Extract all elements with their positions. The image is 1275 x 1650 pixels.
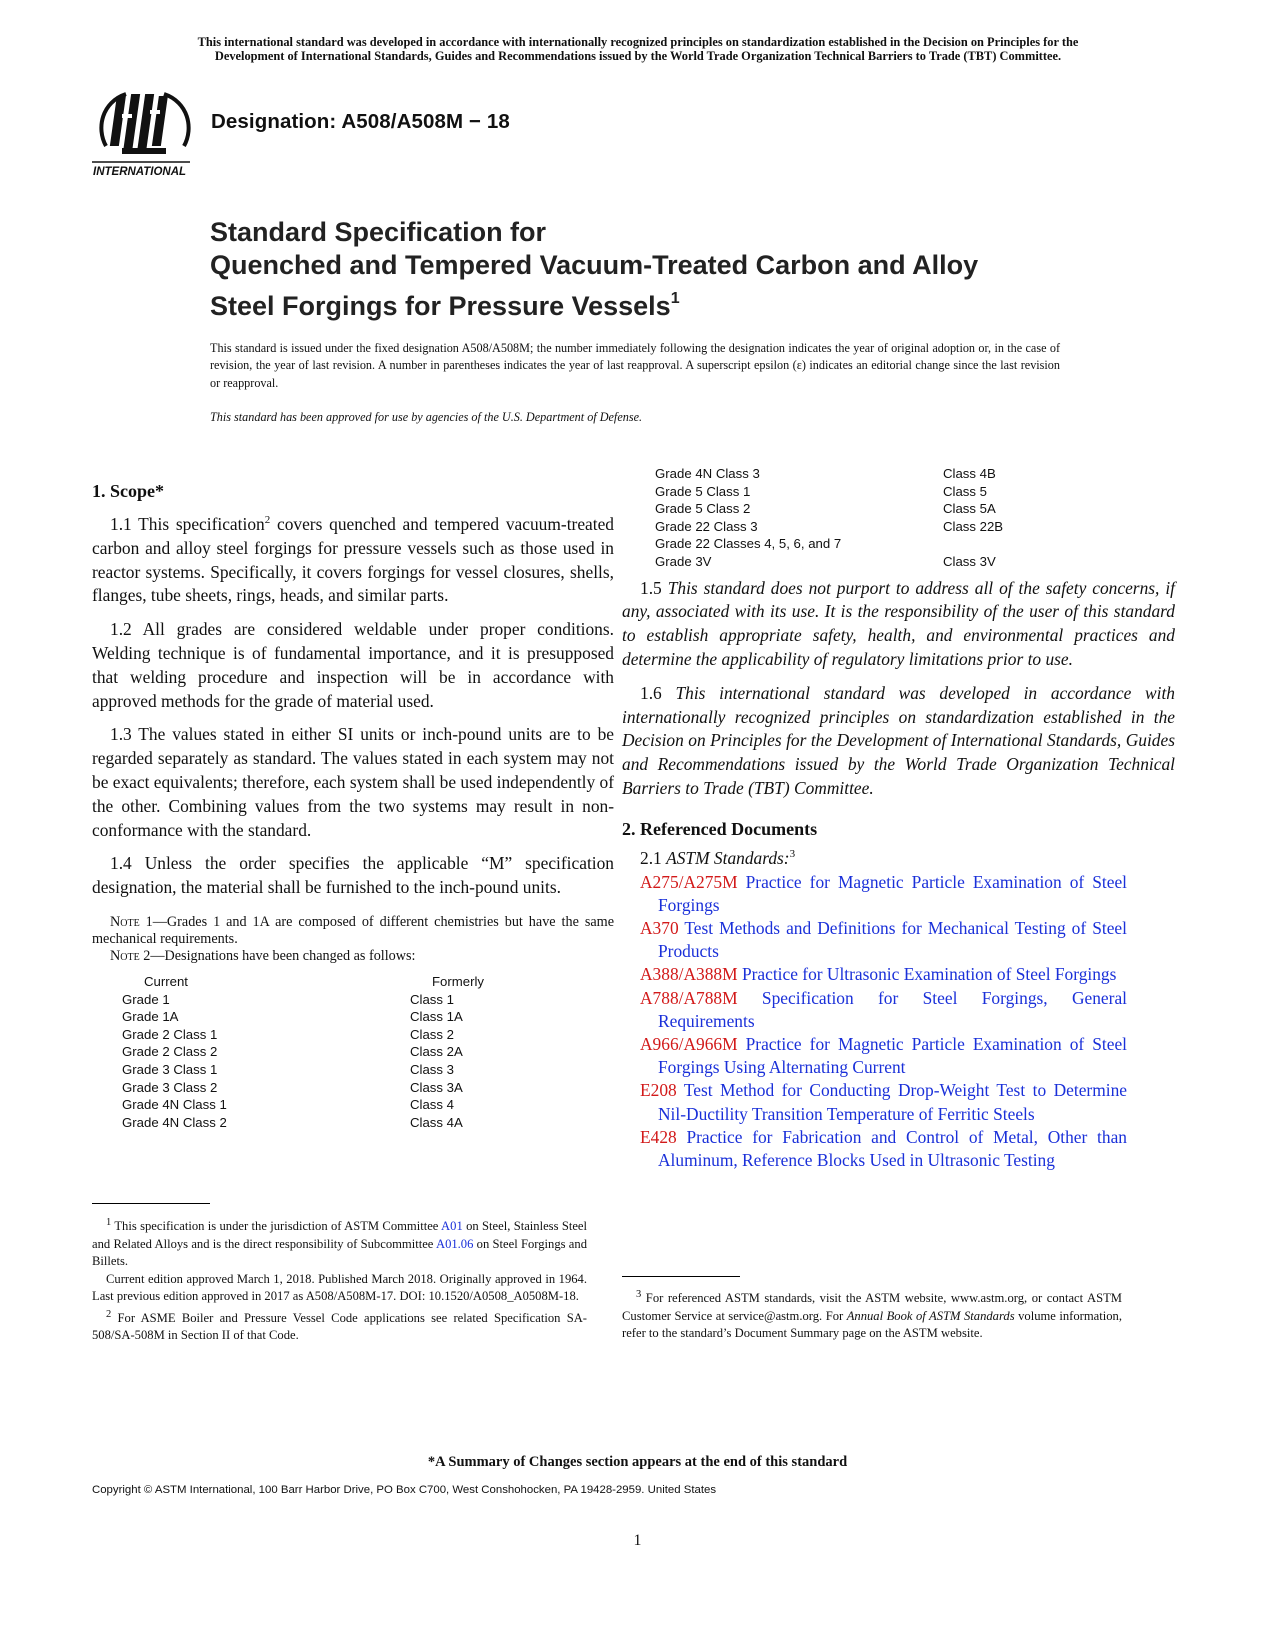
right-column — [622, 466, 1176, 1172]
footnote-divider-right — [622, 1276, 740, 1277]
title-line-1: Standard Specification for — [210, 217, 547, 247]
table-row — [122, 1008, 614, 1026]
paragraph-1-2: 1.2 All grades are considered weldable under proper conditions. Welding technique is of fundamental importance, and it is presupposed that welding procedure and inspection will be in accordance with approved methods for the grade of material used. — [92, 619, 614, 711]
title-line-3-text: Steel Forgings for Pressure Vessels — [210, 291, 671, 321]
note-1-text: 1—Grades 1 and 1A are composed of different chemistries but have the same mechanical requirements. — [92, 913, 614, 947]
table-cell-formerly: Class 2 — [410, 1026, 454, 1042]
table-cell-formerly: Class 5 — [943, 483, 987, 499]
paragraph-1-1 — [92, 513, 614, 608]
table-row — [655, 518, 1175, 536]
table-row — [655, 535, 1175, 553]
reference-item — [640, 987, 1127, 1033]
table-row — [122, 991, 614, 1009]
note-1 — [92, 914, 614, 948]
table-cell-current: Grade 5 Class 1 — [655, 483, 751, 499]
reference-code-link[interactable]: A966/A966M — [640, 1033, 738, 1054]
reference-item — [640, 1126, 1127, 1172]
document-title — [210, 216, 978, 323]
footnote-1-edition: Current edition approved March 1, 2018. Published March 2018. Originally approved in 1964. Last previous edition approved in 2017 as A508/A508M-17. DOI: 10.1520/A0508_A0508M-18. — [92, 1271, 587, 1304]
note-2 — [92, 948, 614, 965]
table-row — [655, 500, 1175, 518]
p1-text-b: covers quenched and tempered vacuum-treated carbon and alloy steel forgings for pressure vessels such as those used in reactor systems. Specifically, it covers forgings for vessel closures, shells, flanges, tube sheets, rings, heads, and similar parts. — [92, 514, 614, 606]
left-footnotes — [92, 1214, 587, 1345]
table-cell-current: Grade 2 Class 2 — [122, 1044, 218, 1060]
fn3-mark: 3 — [636, 1289, 642, 1300]
table-cell-formerly: Class 3V — [943, 553, 996, 569]
table-cell-formerly: Class 3 — [410, 1061, 454, 1077]
table-row — [122, 1061, 614, 1079]
fn1-text-b: on Steel, Stainless Steel and Related Alloys and is the direct responsibility of Subcommittee — [92, 1219, 587, 1251]
astm-standards-subheading — [640, 847, 1175, 871]
notes — [92, 914, 614, 965]
table-cell-current: Grade 2 Class 1 — [122, 1026, 218, 1042]
table-cell-current: Grade 22 Classes 4, 5, 6, and 7 — [655, 536, 842, 552]
reference-item — [640, 1033, 1127, 1079]
designation-table — [122, 973, 614, 1131]
p5-num: 1.5 — [640, 577, 668, 598]
fn1-link-a01-06[interactable]: A01.06 — [435, 1236, 474, 1251]
logo-text: INTERNATIONAL — [93, 166, 187, 178]
p5-text: This standard does not purport to address all of the safety concerns, if any, associated with its use. It is the responsibility of the user of this standard to establish appropriate safety, health, and environmental practices and determine the applicability of regulatory limitations prior to use. — [622, 577, 1176, 669]
top-notice — [92, 35, 1184, 63]
sub-num: 2.1 — [640, 847, 667, 868]
table-header-current: Current — [144, 973, 188, 989]
table-cell-formerly: Class 1 — [410, 991, 454, 1007]
paragraph-1-5 — [622, 577, 1175, 672]
sub-label: ASTM Standards: — [666, 847, 790, 868]
table-row — [655, 465, 1175, 483]
reference-code-link[interactable]: E208 — [640, 1080, 677, 1101]
table-rows-right — [655, 465, 1175, 571]
table-cell-formerly: Class 4B — [943, 466, 996, 481]
left-column — [92, 479, 614, 1131]
table-cell-formerly: Class 22B — [943, 518, 1004, 534]
fn1-text-c: on Steel Forgings and Billets. — [92, 1236, 587, 1269]
table-row — [655, 483, 1175, 501]
reference-item — [640, 1079, 1127, 1125]
footnote-3 — [622, 1286, 1122, 1343]
copyright: Copyright © ASTM International, 100 Barr Harbor Drive, PO Box C700, West Conshohocken, PA 19428-2959. United States — [92, 1484, 717, 1496]
note-2-text: 2—Designations have been changed as follows: — [139, 947, 416, 964]
fn3-text-a: For referenced ASTM standards, visit the ASTM website, www.astm.org, or contact ASTM Customer Service at service@astm.org. For — [622, 1291, 1122, 1323]
table-row — [122, 1079, 614, 1097]
table-cell-formerly: Class 4 — [410, 1097, 454, 1113]
fn1-text-a: This specification is under the jurisdiction of ASTM Committee — [111, 1219, 442, 1234]
note-1-label: Note — [110, 913, 140, 930]
summary-of-changes-note: *A Summary of Changes section appears at the end of this standard — [427, 1454, 848, 1470]
referenced-documents-heading: 2. Referenced Documents — [622, 818, 818, 839]
reference-code-link[interactable]: E428 — [640, 1126, 677, 1147]
title-line-3 — [210, 282, 978, 323]
reference-code-link[interactable]: A275/A275M — [640, 871, 738, 892]
table-row — [122, 1043, 614, 1061]
right-footnotes — [622, 1286, 1122, 1343]
table-cell-current: Grade 4N Class 1 — [122, 1097, 227, 1113]
dod-approval-note: This standard has been approved for use by agencies of the U.S. Department of Defense. — [210, 410, 643, 424]
paragraph-1-4: 1.4 Unless the order specifies the applicable “M” specification designation, the material shall be furnished to the inch-pound units. — [92, 853, 614, 898]
reference-title-link[interactable]: Test Methods and Definitions for Mechanical Testing of Steel Products — [658, 917, 1127, 962]
reference-item — [640, 963, 1127, 986]
fn1-mark: 1 — [106, 1217, 112, 1228]
footnote-1 — [92, 1214, 587, 1271]
page-number: 1 — [633, 1532, 642, 1549]
astm-logo-icon — [92, 88, 198, 184]
table-cell-current: Grade 22 Class 3 — [655, 518, 758, 534]
table-cell-current: Grade 4N Class 3 — [655, 466, 760, 481]
table-header-formerly: Formerly — [432, 973, 485, 989]
reference-title-link[interactable]: Specification for Steel Forgings, General Requirements — [658, 987, 1127, 1031]
p1-footnote-mark: 2 — [264, 514, 271, 527]
referenced-list — [640, 871, 1127, 1173]
table-cell-current: Grade 3 Class 2 — [122, 1079, 218, 1095]
paragraph-1-3: 1.3 The values stated in either SI units or inch-pound units are to be regarded separately as standard. The values stated in each system may not be exact equivalents; therefore, each system shall be used independently of the other. Combining values from the two systems may result in non-conformance with the standard. — [92, 724, 615, 840]
title-line-2: Quenched and Tempered Vacuum-Treated Carbon and Alloy — [210, 250, 979, 280]
fn1-link-a01[interactable]: A01 — [441, 1219, 463, 1234]
table-cell-current: Grade 4N Class 2 — [122, 1114, 227, 1130]
table-cell-current: Grade 3V — [655, 553, 712, 569]
fn3-text-b: volume information, refer to the standard’s Document Summary page on the ASTM website. — [622, 1308, 1122, 1341]
table-cell-formerly: Class 4A — [410, 1114, 463, 1130]
reference-code-link[interactable]: A388/A388M — [640, 964, 738, 985]
scope-heading: 1. Scope* — [92, 481, 164, 501]
reference-item — [640, 917, 1127, 963]
footnote-2 — [92, 1306, 587, 1345]
paragraph-1-6 — [622, 682, 1175, 801]
footnote-divider — [92, 1203, 210, 1204]
table-row — [655, 553, 1175, 571]
designation-table-continued — [655, 465, 1175, 571]
reference-code-link[interactable]: A370 — [640, 917, 679, 938]
sub-footnote-mark: 3 — [789, 847, 796, 860]
fn2-mark: 2 — [106, 1308, 112, 1320]
table-cell-current: Grade 1A — [122, 1009, 179, 1025]
top-notice-line: This international standard was developed in accordance with internationally recognized principles on standardization established in the Decision on Principles for the — [197, 35, 1079, 49]
table-cell-current: Grade 3 Class 1 — [122, 1061, 218, 1077]
table-row — [122, 1114, 614, 1132]
table-header-row — [122, 973, 614, 991]
reference-title-link[interactable]: Practice for Magnetic Particle Examination of Steel Forgings Using Alternating Current — [658, 1033, 1127, 1078]
fn2-text: For ASME Boiler and Pressure Vessel Code applications see related Specification SA-508/SA-508M in Section II of that Code. — [92, 1310, 587, 1343]
table-cell-formerly: Class 5A — [943, 501, 996, 517]
table-cell-formerly: Class 2A — [410, 1044, 463, 1060]
top-notice-line: Development of International Standards, Guides and Recommendations issued by the World Trade Organization Technical Barriers to Trade (TBT) Committee. — [214, 49, 1062, 63]
reference-title-link[interactable]: Practice for Magnetic Particle Examination of Steel Forgings — [658, 871, 1127, 915]
p6-num: 1.6 — [640, 682, 676, 703]
reference-title-link[interactable]: Practice for Ultrasonic Examination of Steel Forgings — [737, 964, 1117, 985]
table-rows-left — [122, 991, 614, 1132]
reference-title-link[interactable]: Test Method for Conducting Drop-Weight Test to Determine Nil-Ductility Transition Temperature of Ferritic Steels — [658, 1080, 1127, 1124]
table-cell-current: Grade 5 Class 2 — [655, 501, 751, 517]
reference-code-link[interactable]: A788/A788M — [640, 987, 738, 1008]
table-cell-current: Grade 1 — [122, 991, 170, 1007]
reference-item — [640, 871, 1127, 917]
table-row — [122, 1096, 614, 1114]
designation: Designation: A508/A508M − 18 — [211, 110, 510, 133]
p6-text: This international standard was developed in accordance with internationally recognized principles on standardization established in the Decision on Principles for the Development of International Standards, Guides and Recommendations issued by the World Trade Organization Technical Barriers to Trade (TBT) Committee. — [622, 682, 1175, 798]
table-cell-formerly: Class 1A — [410, 1009, 463, 1025]
fn3-italic: Annual Book of ASTM Standards — [846, 1308, 1015, 1323]
reference-title-link[interactable]: Practice for Fabrication and Control of Metal, Other than Aluminum, Reference Blocks Used in Ultrasonic Testing — [658, 1126, 1127, 1170]
issue-note: This standard is issued under the fixed designation A508/A508M; the number immediately following the designation indicates the year of original adoption or, in the case of revision, the year of last revision. A number in parentheses indicates the year of last reapproval. A superscript epsilon (ε) indicates an editorial change since the last revision or reapproval. — [210, 341, 1060, 390]
title-footnote-mark: 1 — [670, 290, 680, 307]
p1-text-a: 1.1 This specification — [110, 514, 265, 534]
note-2-label: Note — [110, 947, 140, 964]
table-cell-formerly: Class 3A — [410, 1079, 463, 1095]
table-row — [122, 1026, 614, 1044]
